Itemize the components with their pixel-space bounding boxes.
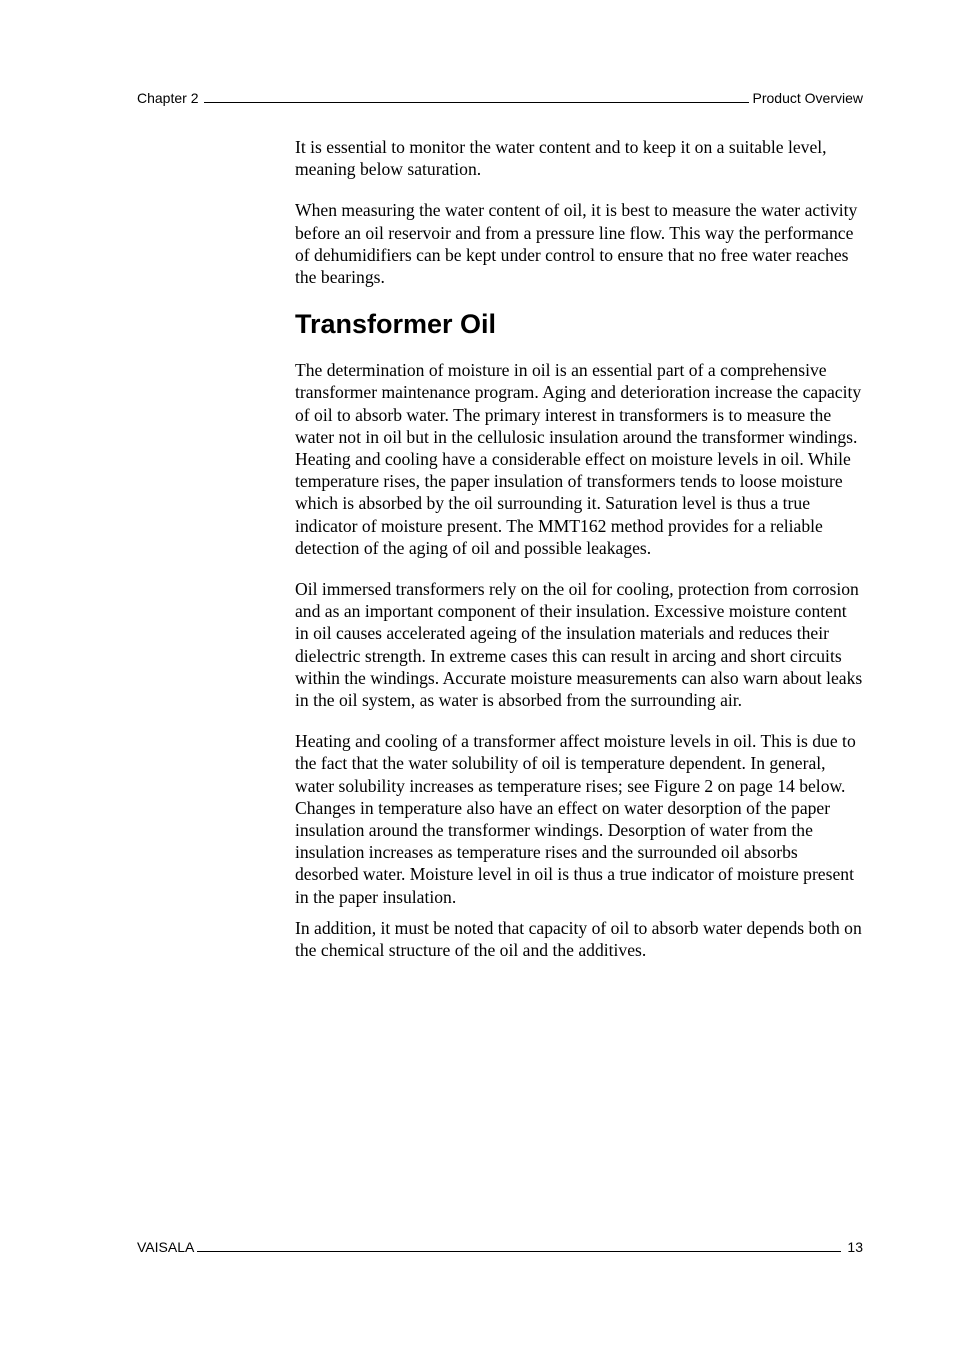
paragraph: When measuring the water content of oil, it is best to measure the water activity before an oil reservoir and from a pressure line flow. This way the performance of dehumidifiers can be kept under control to ensure that no free water reaches the bearings. (295, 200, 858, 288)
section-heading: Transformer Oil (295, 309, 497, 340)
paragraph: It is essential to monitor the water content and to keep it on a suitable level, meaning below saturation. (295, 137, 827, 180)
paragraph: Oil immersed transformers rely on the oil for cooling, protection from corrosion and as an important component of their insulation. Excessive moisture content in oil causes accelerated ageing of the insulation materials and reduces their dielectric strength. In extreme cases this can result in arcing and short circuits within the windings. Accurate moisture measurements can also warn about leaks in the oil system, as water is absorbed from the surrounding air. (295, 579, 863, 711)
header-rule (204, 101, 748, 103)
paragraph: The determination of moisture in oil is an essential part of a comprehensive transformer maintenance program. Aging and deterioration increase the capacity of oil to absorb water. The primary interest in transformers is to measure the water not in oil but in the cellulosic insulation around the transformer windings. Heating and cooling have a considerable effect on moisture levels in oil. While temperature rises, the paper insulation of transformers tends to loose moisture which is absorbed by the oil surrounding it. Saturation level is thus a true indicator of moisture present. The MMT162 method provides for a reliable detection of the aging of oil and possible leakages. (295, 360, 862, 558)
header-section: Product Overview (752, 90, 863, 106)
page-footer (137, 1239, 863, 1255)
body-text (295, 136, 863, 961)
page-header (137, 90, 863, 106)
footer-company: VAISALA (137, 1239, 195, 1255)
header-chapter: Chapter 2 (137, 90, 199, 106)
paragraph: In addition, it must be noted that capacity of oil to absorb water depends both on the chemical structure of the oil and the additives. (295, 917, 862, 961)
page-number: 13 (847, 1239, 863, 1255)
footer-rule (197, 1250, 841, 1252)
paragraph: Heating and cooling of a transformer affect moisture levels in oil. This is due to the fact that the water solubility of oil is temperature dependent. In general, water solubility increases as temperature rises; see Figure 2 on page 14 below. Changes in temperature also have an effect on water desorption of the paper insulation around the transformer windings. Desorption of water from the insulation increases as temperature rises and the surrounded oil absorbs desorbed water. Moisture level in oil is thus a true indicator of moisture present in the paper insulation. (295, 731, 856, 907)
